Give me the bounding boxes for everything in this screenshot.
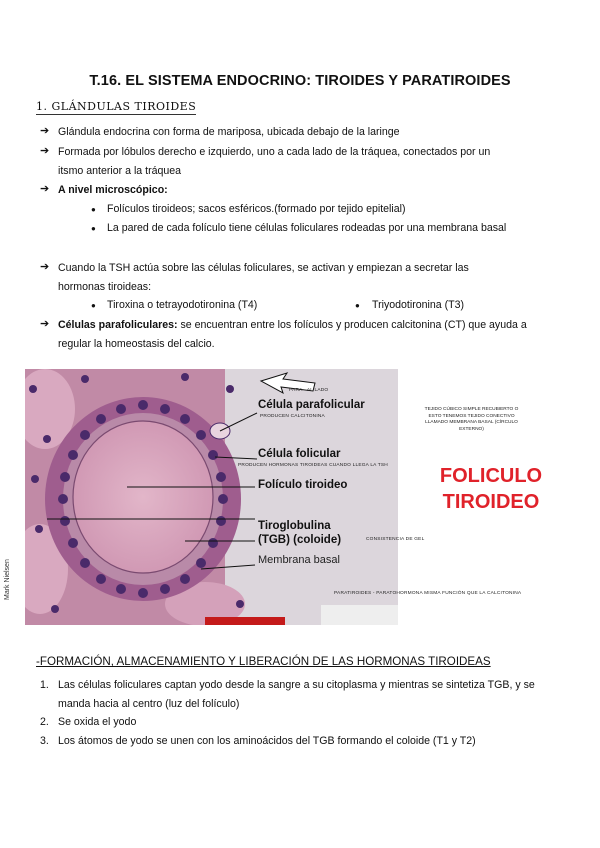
dot-bullet-icon: ● [91, 205, 96, 214]
foliculo-title-line1: FOLICULO [439, 465, 543, 487]
foliculo-title-line2: TIROIDEO [442, 491, 540, 513]
annotation-consistencia-gel: CONSISTENCIA DE GEL [366, 537, 425, 542]
sub-bullet-text: Folículos tiroideos; sacos esféricos.(formado por tejido epitelial) [107, 203, 406, 215]
section-heading-tiroides: 1. GLÁNDULAS TIROIDES [36, 100, 197, 113]
arrow-bullet-icon: ➔ [40, 183, 50, 195]
foliculo-tiroideo-title [436, 463, 546, 515]
dot-bullet-icon: ● [355, 301, 360, 310]
arrow-bullet-icon: ➔ [40, 125, 50, 137]
sub-bullet-text: Triyodotironina (T3) [372, 299, 465, 311]
list-number: 2. [40, 716, 49, 728]
bullet-text [58, 316, 570, 334]
annotation-produce-hormonas: PRODUCEN HORMONAS TIROIDEAS CUANDO LLEGA LA TSH [238, 463, 388, 468]
list-item-text-cont: manda hacia al centro (luz del folículo) [58, 698, 240, 710]
sub-bullet-text: La pared de cada folículo tiene células foliculares rodeadas por una membrana basal [107, 222, 507, 234]
photo-credit: Mark Nielsen [4, 559, 11, 600]
bullet-text-cont: itsmo anterior a la tráquea [58, 165, 182, 177]
list-number: 3. [40, 735, 49, 747]
annotation-produce-calcitonina: PRODUCEN CALCITONINA [260, 414, 325, 419]
bullet-text: Formada por lóbulos derecho e izquierdo, uno a cada lado de la tráquea, conectados por un [58, 146, 491, 158]
dot-bullet-icon: ● [91, 301, 96, 310]
list-item-text: Se oxida el yodo [58, 716, 137, 728]
list-number: 1. [40, 679, 49, 691]
side-note-tejido-cubico: TEJIDO CÚBICO SIMPLE RECUBIERTO O ESTO TENEMOS TEJIDO CONECTIVO LLAMADO MEMBRANA BASAL (CÍRCULO EXTERNO) [424, 407, 519, 432]
arrow-bullet-icon: ➔ [40, 318, 50, 330]
bullet-text: Glándula endocrina con forma de mariposa, ubicada debajo de la laringe [58, 126, 400, 138]
bullet-text-cont: regular la homeostasis del calcio. [58, 338, 215, 350]
arrow-bullet-icon: ➔ [40, 145, 50, 157]
dot-bullet-icon: ● [91, 224, 96, 233]
annotation-paratiroides: PARATIROIDES - PARATOHORMONA MISMA FUNCIÓN QUE LA CALCITONINA [334, 591, 522, 596]
bullet-text-bold: A nivel microscópico: [58, 184, 168, 196]
label-celula-parafolicular: Célula parafolicular [258, 399, 365, 411]
sub-bullet-text: Tiroxina o tetrayodotironina (T4) [107, 299, 258, 311]
bullet-text-cont: hormonas tiroideas: [58, 281, 152, 293]
bullet-text-rest: se encuentran entre los folículos y producen calcitonina (CT) que ayuda a [177, 319, 527, 331]
label-foliculo-tiroideo: Folículo tiroideo [258, 479, 348, 491]
document-title: T.16. EL SISTEMA ENDOCRINO: TIROIDES Y PARATIROIDES [89, 73, 511, 89]
annotation-para-al-lado: PARA - AL LADO [289, 388, 329, 393]
section-heading-hormonas: -FORMACIÓN, ALMACENAMIENTO Y LIBERACIÓN DE LAS HORMONAS TIROIDEAS [36, 655, 491, 668]
bullet-term-bold: Células parafoliculares: [58, 319, 178, 331]
label-celula-folicular: Célula folicular [258, 448, 341, 460]
arrow-bullet-icon: ➔ [40, 261, 50, 273]
label-tgb-coloide: (TGB) (coloide) [258, 534, 342, 546]
bullet-text: Cuando la TSH actúa sobre las células foliculares, se activan y empiezan a secretar las [58, 262, 469, 274]
label-membrana-basal: Membrana basal [258, 554, 340, 566]
list-item-text: Los átomos de yodo se unen con los aminoácidos del TGB formando el coloide (T1 y T2) [58, 735, 476, 747]
list-item-text: Las células foliculares captan yodo desde la sangre a su citoplasma y mientras se sintetiza TGB, y se [58, 679, 535, 691]
label-tiroglobulina: Tiroglobulina [258, 520, 331, 532]
